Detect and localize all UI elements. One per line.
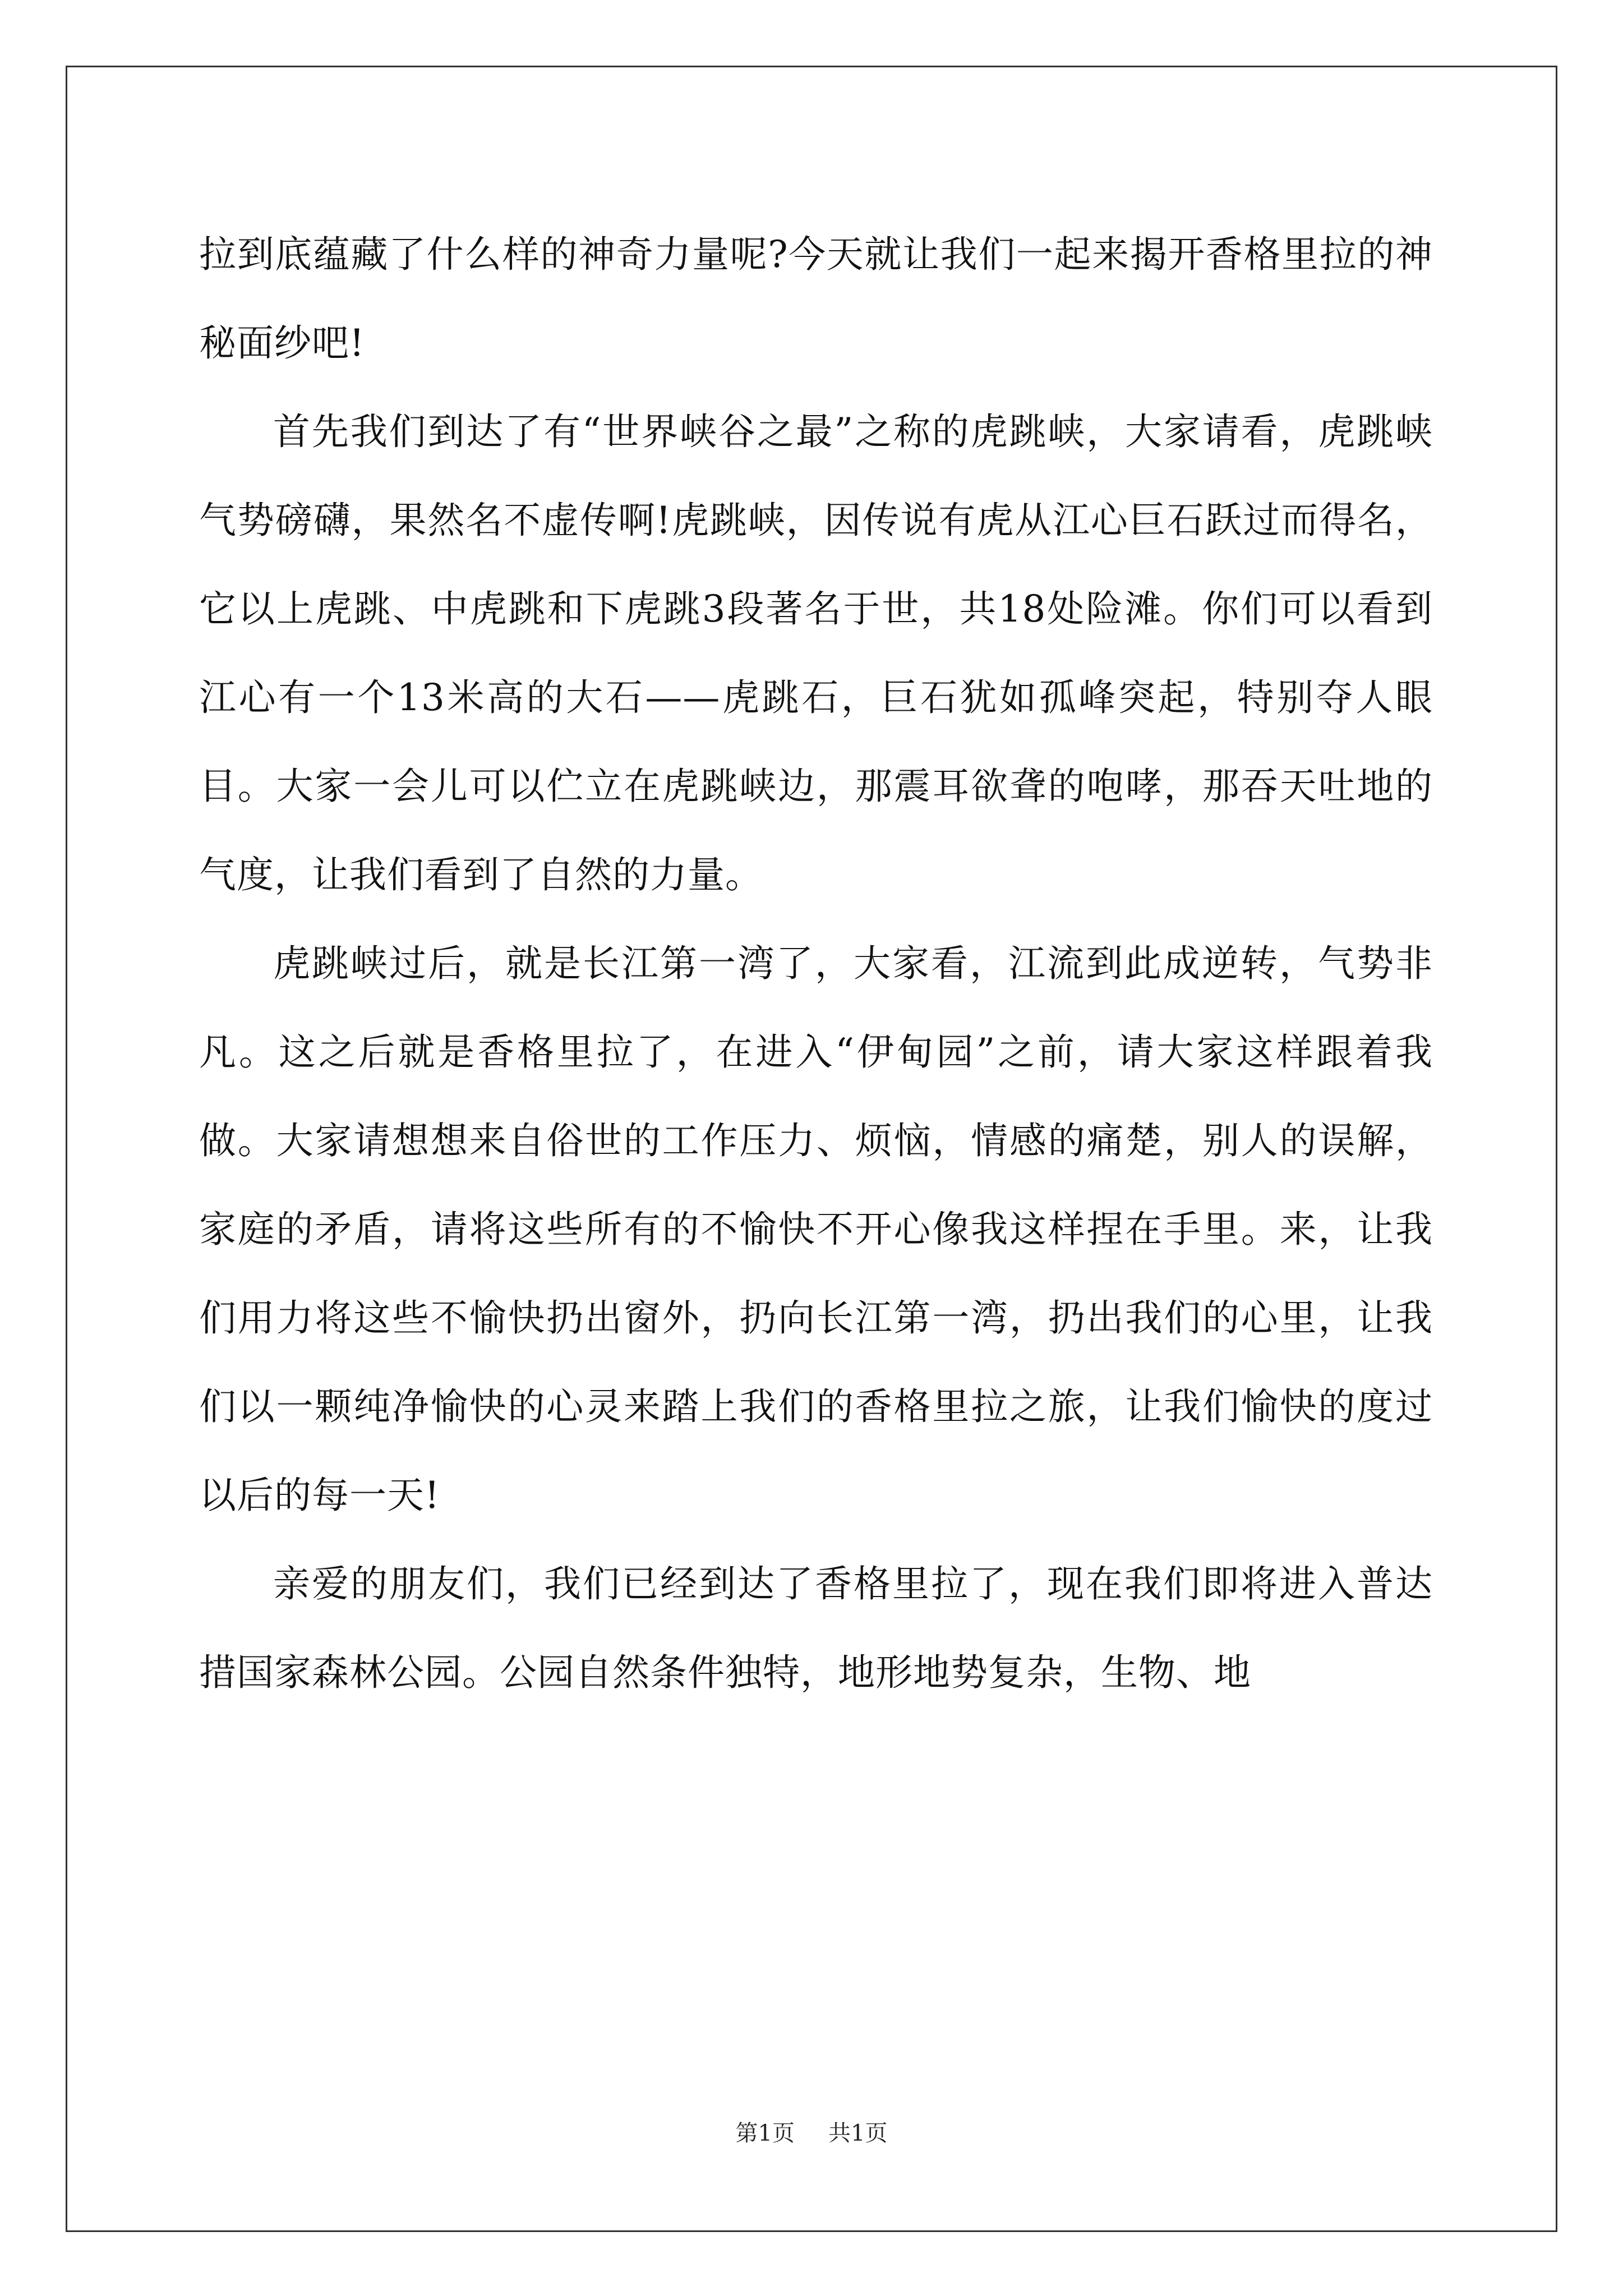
page-number: 第1页 (735, 2120, 795, 2146)
paragraph-2: 首先我们到达了有“世界峡谷之最”之称的虎跳峡，大家请看，虎跳峡气势磅礴，果然名不虚传啊!虎跳峡，因传说有虎从江心巨石跃过而得名，它以上虎跳、中虎跳和下虎跳3段著名于世，共18处险滩。你们可以看到江心有一个13米高的大石——虎跳石，巨石犹如孤峰突起，特别夺人眼目。大家一会儿可以伫立在虎跳峡边，那震耳欲聋的咆哮，那吞天吐地的气度，让我们看到了自然的力量。 (199, 410, 1433, 896)
document-body (199, 210, 1433, 1717)
paragraph-1: 拉到底蕴藏了什么样的神奇力量呢?今天就让我们一起来揭开香格里拉的神秘面纱吧! (199, 233, 1433, 365)
paragraph-4: 亲爱的朋友们，我们已经到达了香格里拉了，现在我们即将进入普达措国家森林公园。公园自然条件独特，地形地势复杂，生物、地 (199, 1562, 1433, 1694)
page-footer (0, 2119, 1623, 2147)
paragraph-3: 虎跳峡过后，就是长江第一湾了，大家看，江流到此成逆转，气势非凡。这之后就是香格里拉了，在进入“伊甸园”之前，请大家这样跟着我做。大家请想想来自俗世的工作压力、烦恼，情感的痛楚，别人的误解，家庭的矛盾，请将这些所有的不愉快不开心像我这样捏在手里。来，让我们用力将这些不愉快扔出窗外，扔向长江第一湾，扔出我们的心里，让我们以一颗纯净愉快的心灵来踏上我们的香格里拉之旅，让我们愉快的度过以后的每一天! (199, 942, 1433, 1517)
page-total: 共1页 (828, 2120, 888, 2146)
